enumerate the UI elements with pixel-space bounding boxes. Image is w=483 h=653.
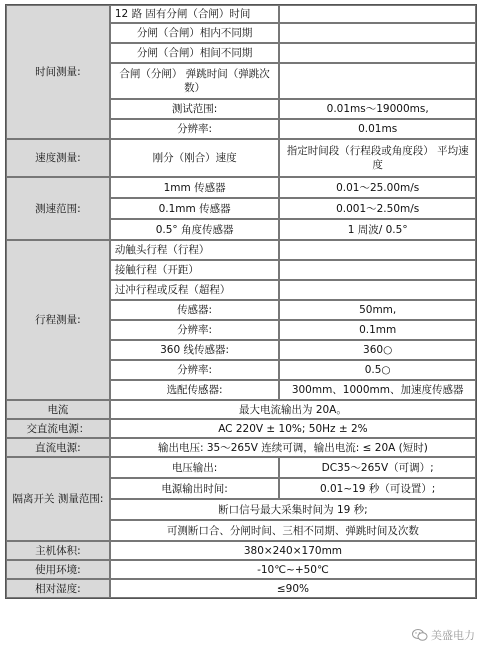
category-ac-power: 交直流电源：: [6, 419, 110, 438]
value-cell: [279, 240, 476, 260]
value-cell: [279, 280, 476, 300]
category-isolated: 隔离开关 测量范围:: [6, 457, 110, 541]
category-environment: 使用环境:: [6, 560, 110, 579]
item-cell: 分辨率:: [110, 320, 279, 340]
value-cell: 最大电流输出为 20A。: [110, 400, 476, 419]
watermark-text: 美盛电力: [431, 629, 475, 642]
category-host-volume: 主机体积:: [6, 541, 110, 560]
category-timing: 时间测量:: [6, 5, 110, 139]
value-cell: 50mm,: [279, 300, 476, 320]
item-cell: 接触行程（开距）: [110, 260, 279, 280]
value-cell: [279, 23, 476, 43]
table-row: [6, 579, 476, 598]
table-row: [6, 5, 476, 23]
category-humidity: 相对湿度:: [6, 579, 110, 598]
table-row: [6, 541, 476, 560]
item-cell: 分闸（合闸）相间不同期: [110, 43, 279, 63]
value-cell: 0.01ms～19000ms,: [279, 99, 476, 119]
item-cell: 12 路 固有分闸（合闸）时间: [110, 5, 279, 23]
category-dc-power: 直流电源:: [6, 438, 110, 457]
value-cell: AC 220V ± 10%; 50Hz ± 2%: [110, 419, 476, 438]
category-current: 电流: [6, 400, 110, 419]
item-cell: 测试范围:: [110, 99, 279, 119]
value-cell: -10℃~+50℃: [110, 560, 476, 579]
table-row: [6, 419, 476, 438]
table-row: [6, 139, 476, 177]
value-cell: DC35～265V（可调）;: [279, 457, 476, 478]
item-cell: 刚分（刚合）速度: [110, 139, 279, 177]
watermark: [412, 627, 475, 643]
item-cell: 动触头行程（行程）: [110, 240, 279, 260]
table-row: [6, 560, 476, 579]
value-cell: [279, 5, 476, 23]
table-row: [6, 177, 476, 198]
value-cell: 指定时间段（行程段或角度段） 平均速度: [279, 139, 476, 177]
value-cell: 输出电压: 35～265V 连续可调，输出电流: ≤ 20A (短时): [110, 438, 476, 457]
category-speed-range: 测速范围:: [6, 177, 110, 240]
item-cell: 360 线传感器:: [110, 340, 279, 360]
table-row: [6, 400, 476, 419]
value-cell: [279, 63, 476, 99]
value-cell: 300mm、1000mm、加速度传感器: [279, 380, 476, 400]
value-cell: 可测断口合、分闸时间、三相不同期、弹跳时间及次数: [110, 520, 476, 541]
category-stroke: 行程测量:: [6, 240, 110, 400]
item-cell: 分闸（合闸）相内不同期: [110, 23, 279, 43]
value-cell: 1 周波/ 0.5°: [279, 219, 476, 240]
spec-table: [5, 4, 477, 599]
item-cell: 分辨率:: [110, 119, 279, 139]
item-cell: 选配传感器:: [110, 380, 279, 400]
item-cell: 分辨率:: [110, 360, 279, 380]
value-cell: ≤90%: [110, 579, 476, 598]
value-cell: 0.01～25.00m/s: [279, 177, 476, 198]
item-cell: 电源输出时间:: [110, 478, 279, 499]
item-cell: 过冲行程或反程（超程）: [110, 280, 279, 300]
category-speed: 速度测量:: [6, 139, 110, 177]
value-cell: 0.01~19 秒（可设置）;: [279, 478, 476, 499]
item-cell: 电压输出:: [110, 457, 279, 478]
value-cell: 0.001～2.50m/s: [279, 198, 476, 219]
item-cell: 传感器:: [110, 300, 279, 320]
value-cell: 0.5○: [279, 360, 476, 380]
value-cell: [279, 43, 476, 63]
value-cell: 断口信号最大采集时间为 19 秒;: [110, 499, 476, 520]
item-cell: 0.1mm 传感器: [110, 198, 279, 219]
table-row: [6, 438, 476, 457]
wechat-icon: [412, 629, 428, 641]
item-cell: 合闸（分闸） 弹跳时间（弹跳次数）: [110, 63, 279, 99]
table-row: [6, 240, 476, 260]
item-cell: 1mm 传感器: [110, 177, 279, 198]
value-cell: 0.1mm: [279, 320, 476, 340]
value-cell: 360○: [279, 340, 476, 360]
item-cell: 0.5° 角度传感器: [110, 219, 279, 240]
table-row: [6, 457, 476, 478]
value-cell: [279, 260, 476, 280]
value-cell: 0.01ms: [279, 119, 476, 139]
value-cell: 380×240×170mm: [110, 541, 476, 560]
